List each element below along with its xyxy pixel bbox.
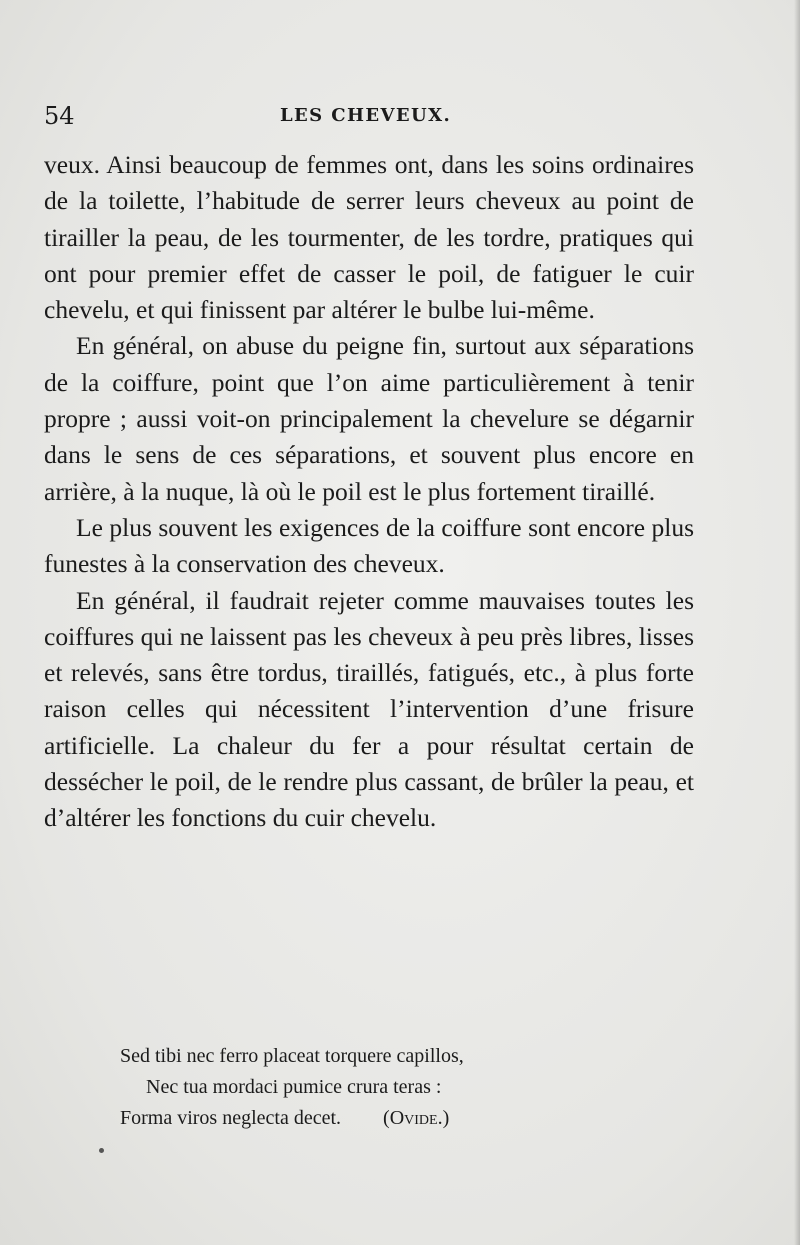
paragraph-continuation: veux. Ainsi beaucoup de femmes ont, dans les soins ordinaires de la toilette, l’habitude de serrer leurs cheveux au point de tirailler la peau, de les tourmenter, de les tordre, pratiques qui ont pour premier effet de casser le poil, de fatiguer le cuir chevelu, et qui finissent par altérer le bulbe lui-même. — [44, 150, 694, 325]
page-edge-shadow — [794, 0, 800, 1245]
page-number: 54 — [44, 102, 75, 130]
verse-line-3 — [120, 1103, 640, 1134]
running-head: LES CHEVEUX. — [280, 105, 452, 126]
paragraph-coiffures-mauvaises: En général, il faudrait rejeter comme mauvaises toutes les coiffures qui ne laissent pas les cheveux à peu près libres, lisses et relevés, sans être tordus, tiraillés, fatigués, etc., à plus forte raison celles qui nécessitent l’intervention d’une frisure artificielle. La chaleur du fer a pour résultat certain de dessécher le poil, de le rendre plus cassant, de brûler la peau, et d’altérer les fonctions du cuir chevelu. — [44, 585, 694, 833]
latin-verse-quote — [120, 1041, 640, 1134]
verse-line-1: Sed tibi nec ferro placeat torquere capillos, — [120, 1045, 464, 1067]
page-header — [44, 100, 734, 132]
verse-line-3-text: Forma viros neglecta decet. — [120, 1107, 342, 1129]
paragraph-exigences-coiffure: Le plus souvent les exigences de la coiffure sont encore plus funestes à la conservation des cheveux. — [44, 512, 694, 579]
body-text — [44, 147, 694, 837]
verse-attribution: (Ovide.) — [383, 1107, 450, 1129]
paragraph-peigne-fin: En général, on abuse du peigne fin, surtout aux séparations de la coiffure, point que l’on aime particulièrement à tenir propre ; aussi voit-on principalement la chevelure se dégarnir dans le sens de ces séparations, et souvent plus encore en arrière, à la nuque, là où le poil est le plus fortement tiraillé. — [44, 331, 694, 506]
ink-speck — [99, 1148, 104, 1153]
verse-line-2: Nec tua mordaci pumice crura teras : — [146, 1076, 442, 1098]
